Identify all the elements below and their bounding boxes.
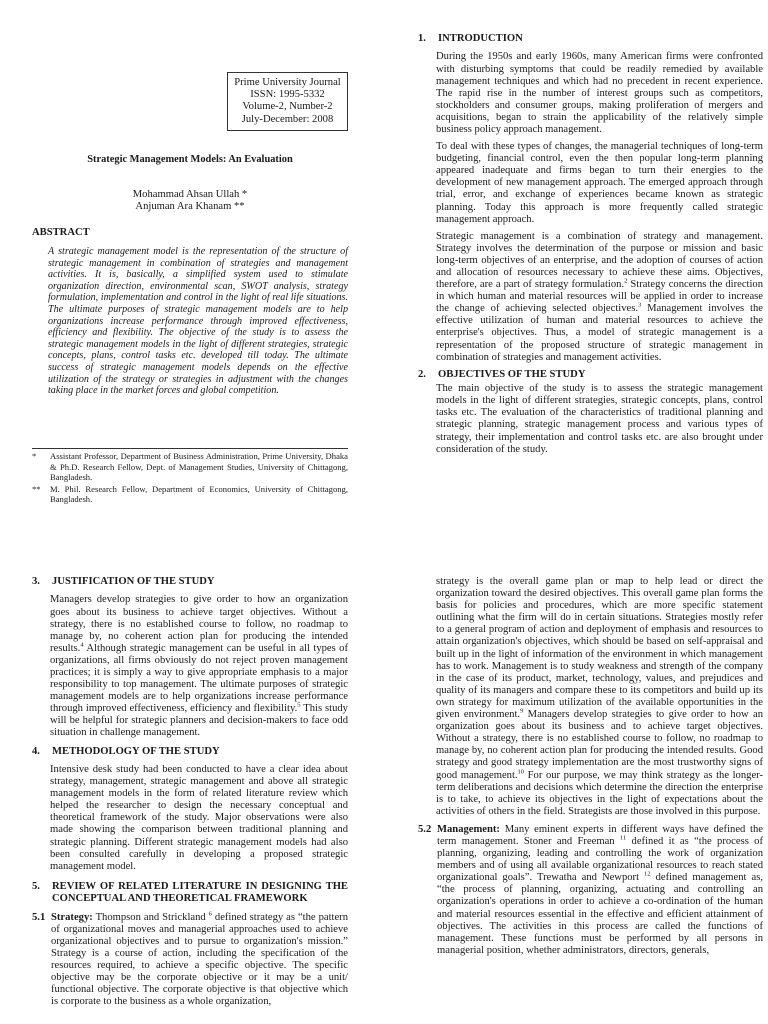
section-heading-objectives: [418, 369, 763, 381]
paper-title: Strategic Management Models: An Evaluation: [87, 154, 293, 165]
text-run: Managers develop strategies to give order to how an organization goes about its business to achieve target objectives. Without a strategy, there is no established course to follow, no roadmap to manage by, no coherent action plan for producing the intended results.: [50, 594, 348, 654]
subsection-strategy: [32, 912, 348, 1009]
author-2: Anjuman Ara Khanam **: [135, 201, 245, 213]
citation-ref: 3: [638, 301, 642, 309]
section-title: OBJECTIVES OF THE STUDY: [438, 368, 586, 380]
footnotes: [32, 451, 348, 506]
abstract-heading: ABSTRACT: [32, 227, 90, 238]
footnote-divider: [32, 448, 348, 449]
text-run: This study will be helpful for strategic planners and decision-makers to face odd situation in challenge management.: [50, 703, 348, 739]
footnote: [32, 484, 348, 505]
introduction-paragraph-2: To deal with these types of changes, the managerial techniques of long-term budgeting, financial control, even the then popular long-term planning appeared inadequate and firms began to turn their energies to the development of new management approach. The emerged approach through trial, error, and exchange of experiences became known as strategic planning. Today this approach is more frequently called strategic management approach.: [436, 141, 763, 225]
abstract-text: A strategic management model is the representation of the structure of strategic management in combination of strategies and management activities. It is, basically, a simplified system used to stimulate organization direction, environmental scan, SWOT analysis, strategy formulation, implementation and control in the light of real life situations. The ultimate purposes of strategic management models are to help organizations increase performance through improved effectiveness, efficiency and flexibility. The objective of the study is to assess the strategic management models in the light of different strategies, strategic concepts, plans, control tasks etc. developed till today. The ultimate success of strategic management models depends on the effective utilization of the strategy or strategies in adjustment with the changes taking place in the market forces and global competition.: [48, 246, 348, 397]
section-number: 4.: [32, 745, 40, 757]
footnote-text: Assistant Professor, Department of Business Administration, Prime University, Dhaka & Ph.D. Research Fellow, Dept. of Management Studies, University of Chittagong, Bangladesh.: [50, 451, 348, 483]
section-title: REVIEW OF RELATED LITERATURE IN DESIGNING THE CONCEPTUAL AND THEORETICAL FRAMEWORK: [52, 880, 348, 905]
footnote: [32, 451, 348, 483]
section-number: 1.: [418, 33, 426, 44]
citation-ref: 4: [80, 641, 84, 649]
text-run: Strategy concerns the direction in which human and material resources will be applied in order to increase the change of achieving selected objectives.: [436, 279, 763, 315]
section-title: INTRODUCTION: [438, 33, 523, 44]
citation-ref: 5: [297, 701, 301, 709]
citation-ref: 6: [208, 910, 212, 918]
footnote-text: M. Phil. Research Fellow, Department of Economics, University of Chittagong, Bangladesh.: [50, 483, 348, 505]
citation-ref: 2: [624, 277, 628, 285]
objectives-paragraph: The main objective of the study is to assess the strategic management models in the light of different strategies, strategic concepts, plans, control tasks etc. The evaluation of the characteristics of traditional planning and strategic planning, strategic management process and various types of strategy, their implementation and control tasks etc. are also brought under consideration of the study.: [436, 383, 763, 455]
subsection-label: Strategy:: [51, 911, 93, 923]
text-run: Many eminent experts in different ways have defined the term management. Stoner and Freeman: [437, 823, 763, 847]
citation-ref: 11: [619, 834, 627, 842]
text-run: Managers develop strategies to give order to how an organization goes about its business and to achieve target objectives. Without a strategy, there is no established course to follow, no roadmap to manage by, no coherent action plan for producing the intended results. Good strategy and good strategy implementation are the most trustworthy signs of good management.: [436, 709, 763, 781]
introduction-paragraph-1: During the 1950s and early 1960s, many American firms were confronted with disturbing symptoms that could be readily remedied by available management techniques and which had no precedent in recent experience. The rapid rise in the number of interest groups such as competitors, stockholders and consumer groups, making proliferation of mergers and acquisitions, began to strain the applicability of the relatively simple business policy approach management.: [436, 51, 763, 135]
section-heading-review: [32, 881, 348, 906]
justification-body: [32, 594, 348, 739]
text-run: Management involves the effective utilization of human and material resources to achieve the enterprise's objectives. Thus, a model of strategic management is a representation of the proposed structure of strategic management in combination of strategies and management activities.: [436, 303, 763, 363]
section-title: METHODOLOGY OF THE STUDY: [52, 745, 220, 757]
text-run: Thompson and Strickland: [92, 911, 209, 923]
right-column-top: [418, 33, 763, 456]
methodology-body: [32, 764, 348, 873]
subsection-number: 5.1: [32, 911, 46, 923]
strategy-paragraph: [51, 912, 348, 1009]
text-run: strategy is the overall game plan or map to help lead or direct the organization toward the desired objectives. This overall game plan forms the basis for policies and procedures, which are more specific statement outlining what the firm will do in certain situations. Strategies mostly refer to a general program of action and deployment of emphasis and resources to attain organization's objectives, which should be based on self-appraisal and built up in the light of information of the environment in which management has to work. Management is to study weakness and strength of the company in the case of its product, market, technology, values, and prejudices and quality of its managers and compare these to its competitors and build up its own strategy for maximum utilization of the available opportunities in the given environment.: [436, 576, 763, 721]
strategy-continuation: [418, 576, 763, 818]
text-run: Strategic management is a combination of strategy and management. Strategy involves the determination of the purpose or mission and basic long-term objectives of an enterprise, and the adoption of courses of action and allocation of resources necessary to achieve these aims. Objectives, therefore, are a part of strategy formulation.: [436, 230, 763, 291]
citation-ref: 9: [520, 707, 524, 715]
section-number: 5.: [32, 880, 40, 892]
journal-issn: ISSN: 1995-5332: [250, 89, 325, 101]
subsection-management: [418, 824, 763, 957]
journal-info-box: [227, 72, 348, 131]
section-heading-justification: [32, 576, 348, 588]
section-number: 3.: [32, 576, 40, 587]
section-heading-methodology: [32, 746, 348, 758]
methodology-paragraph: Intensive desk study had been conducted to have a clear idea about strategy, management, strategic management and above all strategic management models in the form of related literature review which helped the researcher to design the necessary conceptual and theoretical framework of the study. Major observations were also made showing the comparison between traditional planning and strategic planning. Different strategic management models had also been consulted carefully in developing a proposed strategic management model.: [50, 763, 348, 872]
footnote-mark: **: [32, 483, 41, 494]
journal-volume: Volume-2, Number-2: [242, 101, 333, 113]
introduction-paragraph-3: [436, 231, 763, 364]
section-heading-introduction: [418, 33, 763, 45]
strategy-continuation-paragraph: [436, 576, 763, 818]
management-paragraph: [437, 824, 763, 957]
right-column-bottom: [418, 576, 763, 957]
author-1: Mohammad Ahsan Ullah *: [132, 189, 248, 200]
citation-ref: 10: [517, 767, 525, 775]
author-list: [32, 189, 348, 214]
introduction-body: [418, 51, 763, 363]
left-column-bottom: [32, 576, 348, 1008]
journal-name: Prime University Journal: [234, 77, 341, 88]
subsection-label: Management:: [437, 823, 500, 835]
section-number: 2.: [418, 368, 426, 380]
citation-ref: 12: [644, 870, 651, 878]
objectives-body: [418, 383, 763, 456]
text-run: defined management as, “the process of planning, organizing, actuating and controlling an organization's operations in order to achieve a co-ordination of the human and material resources essential in the effective and efficient attainment of objectives. The activities in this process are called the functions of management. These functions must be performed by all persons in managerial position, whether administrators, directors, generals,: [437, 872, 763, 956]
text-run: For our purpose, we may think strategy as the longer-term deliberations and decisions which determine the direction the enterprise is to take, to achieve its objectives in the light of expectations about the activities of others in the field. Strategists are those involved in this purpose.: [436, 769, 763, 817]
section-title: JUSTIFICATION OF THE STUDY: [52, 576, 215, 587]
text-run: defined strategy as “the pattern of organizational moves and managerial approaches used to achieve organizational objectives and to pursue to organization's mission.” Strategy is a course of action, including the specification of the resources required, to achieve a specific objective. The specific objective may be the corporate objective or it may be a unit/ functional objective. The corporate objective is that objective which is corporate to the business as a whole organization,: [51, 911, 348, 1008]
justification-paragraph: [50, 594, 348, 739]
journal-date: July-December: 2008: [241, 113, 334, 125]
footnote-mark: *: [32, 451, 37, 461]
text-run: defined it as “the process of planning, organizing, leading and controlling the work of organization members and of using all available organizational resources to reach stated organizational goals”. Trewatha and Newport: [437, 835, 763, 884]
text-run: Although strategic management can be useful in all types of organizations, all firms obviously do not reject proven management practices; it is simply a way to give appropriate emphasis to a major responsibility to top management. The ultimate purposes of strategic management models are to help organizations increase performance through improved effectiveness, efficiency and flexibility.: [50, 642, 348, 715]
subsection-number: 5.2: [418, 823, 432, 835]
